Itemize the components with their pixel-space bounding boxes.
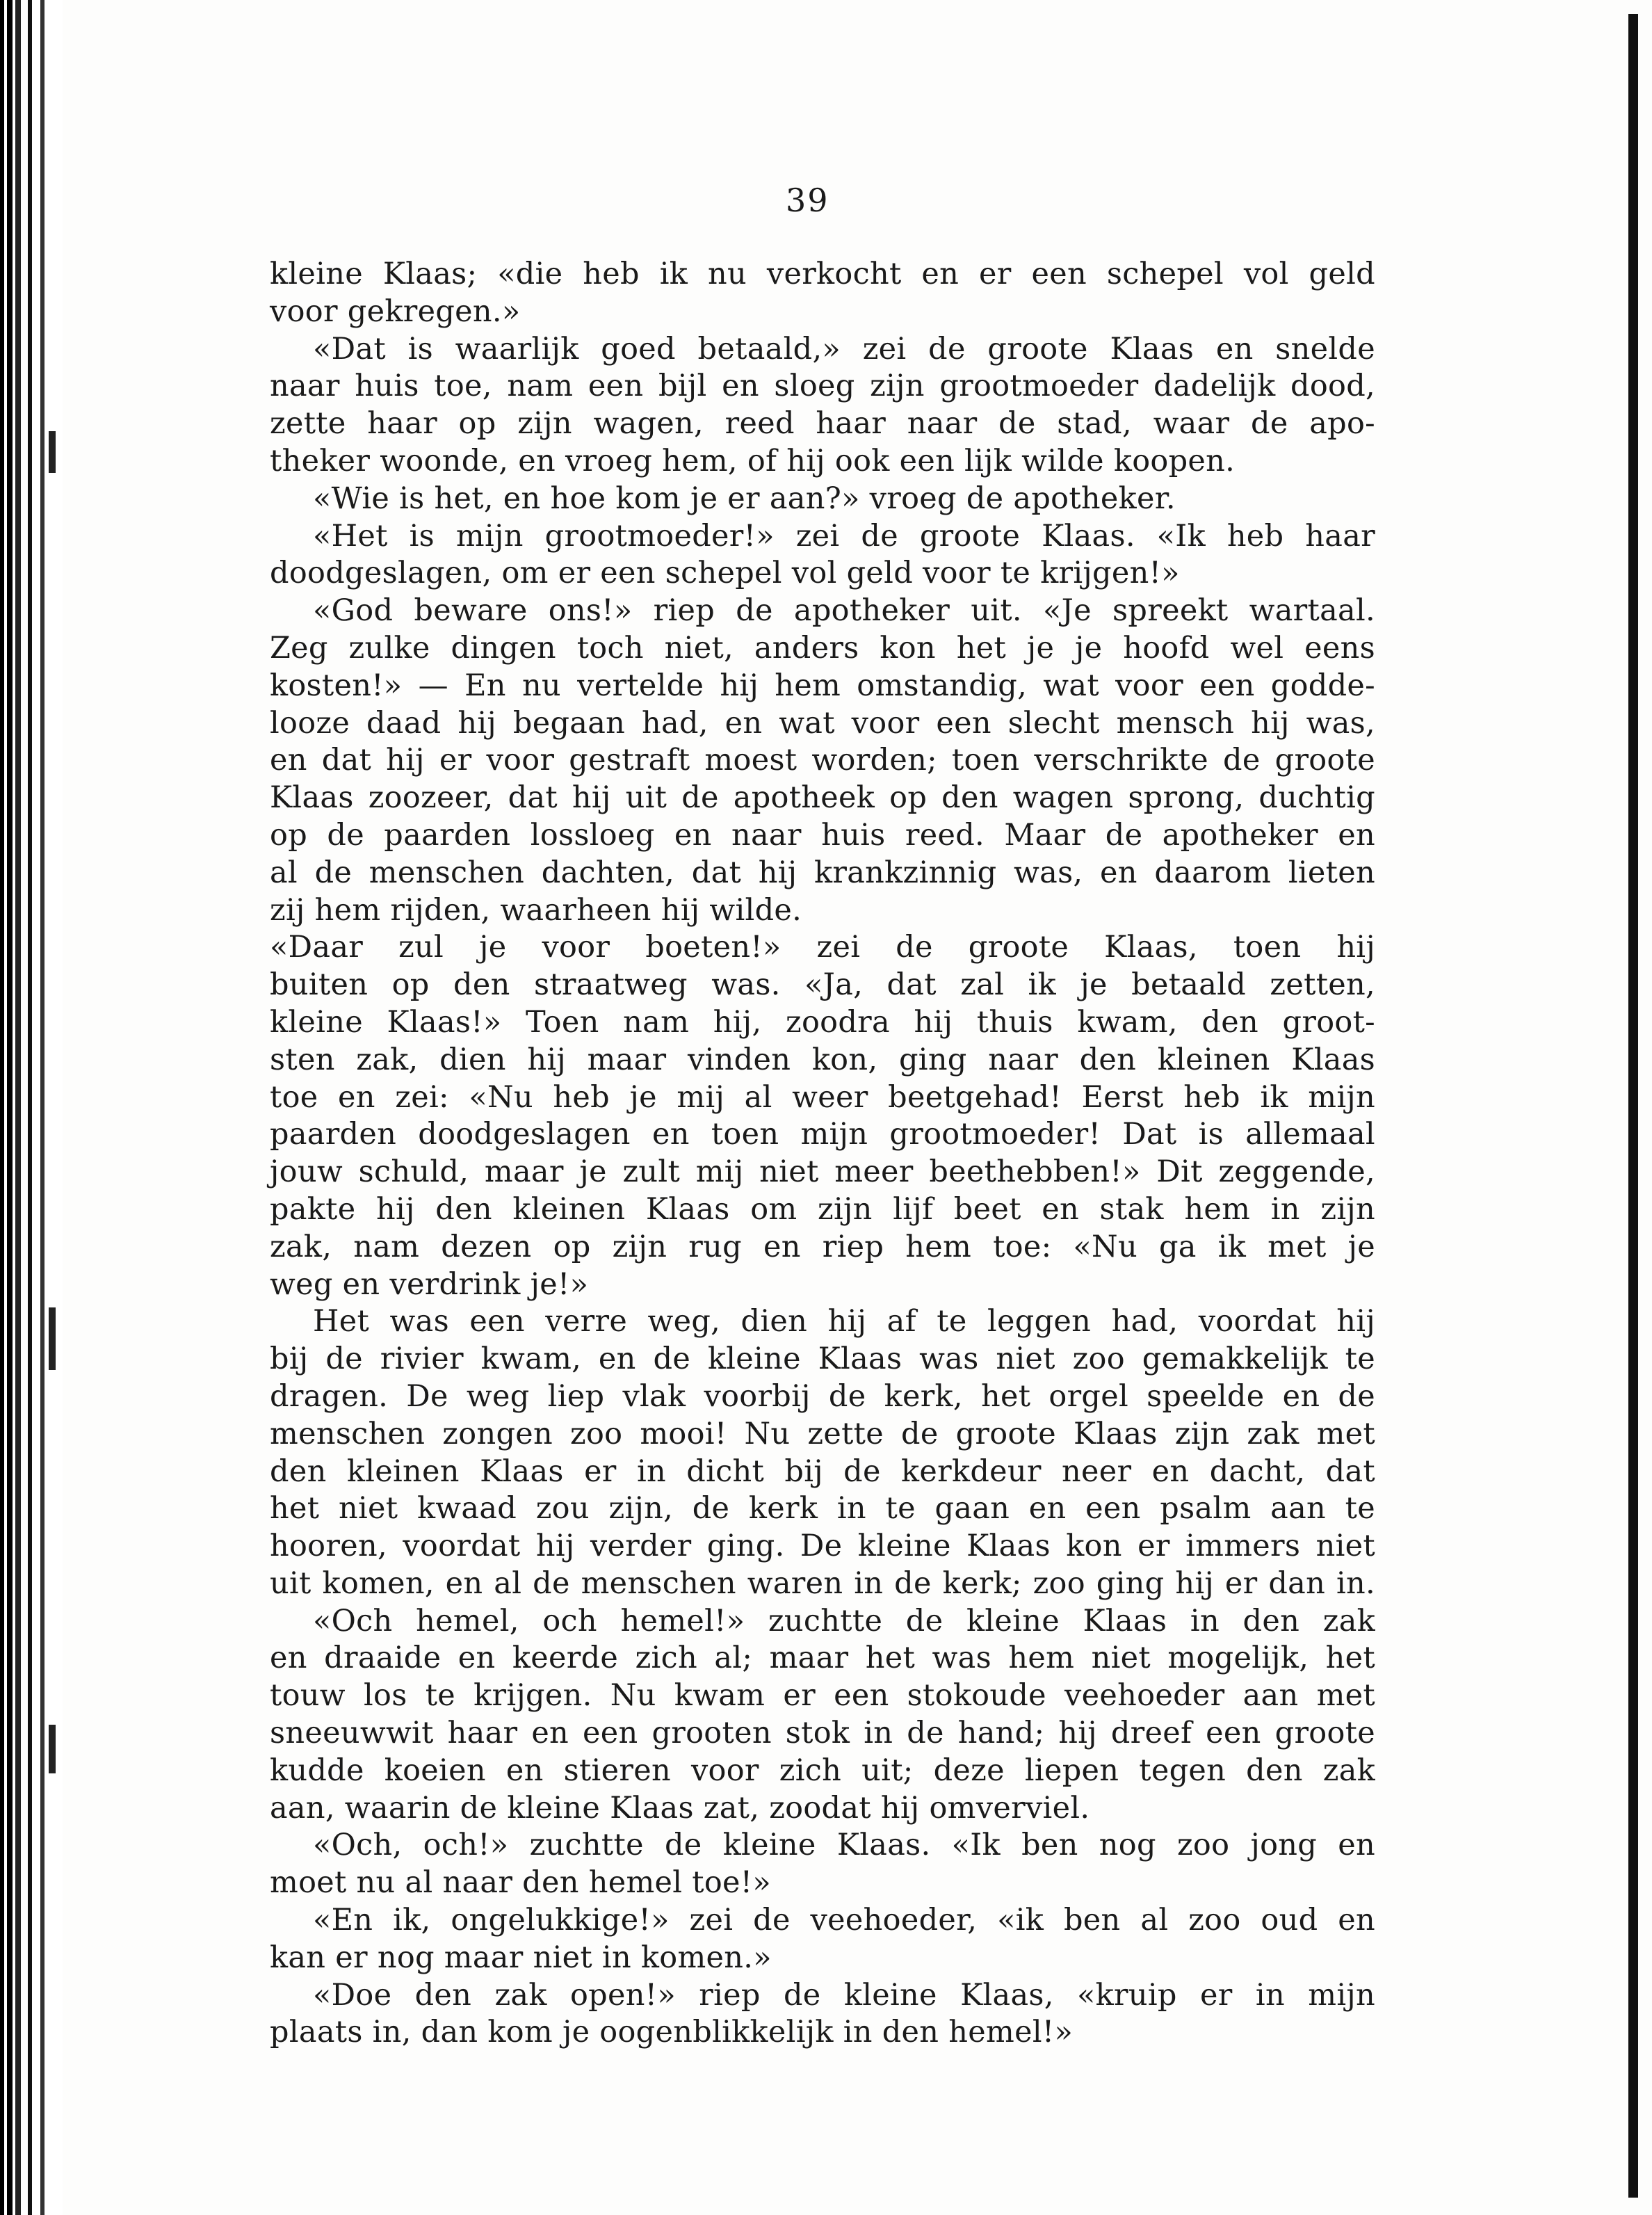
text-line: jouw schuld, maar je zult mij niet meer beethebben!» Dit zeggende, bbox=[270, 1154, 1375, 1190]
text-line: paarden doodgeslagen en toen mijn grootmoeder! Dat is allemaal bbox=[270, 1117, 1375, 1152]
text-line: kleine Klaas; «die heb ik nu verkocht en er een schepel vol geld bbox=[270, 257, 1375, 291]
text-line: «Daar zul je voor boeten!» zei de groote Klaas, toen hij bbox=[270, 930, 1375, 965]
text-line: sneeuwwit haar en een grooten stok in de hand; hij dreef een groote bbox=[270, 1716, 1375, 1751]
page-number: 39 bbox=[786, 182, 829, 219]
text-line: aan, waarin de kleine Klaas zat, zoodat hij omverviel. bbox=[270, 1790, 1090, 1826]
text-line: moet nu al naar den hemel toe!» bbox=[270, 1865, 771, 1901]
text-line: zij hem rijden, waarheen hij wilde. bbox=[270, 892, 802, 928]
text-line: naar huis toe, nam een bijl en sloeg zijn grootmoeder dadelijk dood, bbox=[270, 369, 1375, 404]
binding-mark bbox=[49, 1307, 56, 1370]
text-line: zette haar op zijn wagen, reed haar naar de stad, waar de apo- bbox=[270, 406, 1375, 442]
text-line: uit komen, en al de menschen waren in de kerk; zoo ging hij er dan in. bbox=[270, 1565, 1375, 1601]
text-line: «Och hemel, och hemel!» zuchtte de kleine Klaas in den zak bbox=[313, 1603, 1375, 1638]
text-line: het niet kwaad zou zijn, de kerk in te gaan en een psalm aan te bbox=[270, 1491, 1375, 1527]
text-line: «En ik, ongelukkige!» zei de veehoeder, «ik ben al zoo oud en bbox=[313, 1903, 1375, 1938]
text-line: en dat hij er voor gestraft moest worden; toen verschrikte de groote bbox=[270, 743, 1375, 778]
binding-mark bbox=[49, 431, 56, 473]
text-line: «Och, och!» zuchtte de kleine Klaas. «Ik ben nog zoo jong en bbox=[313, 1828, 1375, 1863]
text-line: «God beware ons!» riep de apotheker uit. «Je spreekt wartaal. bbox=[313, 593, 1375, 629]
text-line: Het was een verre weg, dien hij af te leggen had, voordat hij bbox=[313, 1304, 1375, 1339]
text-line: Zeg zulke dingen toch niet, anders kon het je je hoofd wel eens bbox=[270, 630, 1375, 666]
text-line: looze daad hij begaan had, en wat voor een slecht mensch hij was, bbox=[270, 705, 1375, 741]
text-line: theker woonde, en vroeg hem, of hij ook een lijk wilde koopen. bbox=[270, 443, 1236, 478]
text-line: «Wie is het, en hoe kom je er aan?» vroeg de apotheker. bbox=[313, 481, 1176, 516]
text-line: plaats in, dan kom je oogenblikkelijk in den hemel!» bbox=[270, 2015, 1074, 2050]
binding-edge-left bbox=[0, 0, 63, 2215]
text-line: doodgeslagen, om er een schepel vol geld voor te krijgen!» bbox=[270, 556, 1180, 591]
text-line: op de paarden lossloeg en naar huis reed. Maar de apotheker en bbox=[270, 817, 1375, 853]
text-line: touw los te krijgen. Nu kwam er een stokoude veehoeder aan met bbox=[270, 1678, 1375, 1714]
text-line: hooren, voordat hij verder ging. De kleine Klaas kon er immers niet bbox=[270, 1529, 1375, 1564]
body-text bbox=[270, 256, 1375, 2052]
text-line: Klaas zoozeer, dat hij uit de apotheek op den wagen sprong, duchtig bbox=[270, 780, 1375, 816]
text-line: den kleinen Klaas er in dicht bij de kerkdeur neer en dacht, dat bbox=[270, 1453, 1375, 1489]
text-line: «Het is mijn grootmoeder!» zei de groote Klaas. «Ik heb haar bbox=[313, 518, 1375, 554]
text-line: voor gekregen.» bbox=[270, 293, 521, 329]
text-line: zak, nam dezen op zijn rug en riep hem toe: «Nu ga ik met je bbox=[270, 1229, 1375, 1264]
text-line: sten zak, dien hij maar vinden kon, ging naar den kleinen Klaas bbox=[270, 1042, 1375, 1077]
text-line: kan er nog maar niet in komen.» bbox=[270, 1940, 772, 1975]
text-line: dragen. De weg liep vlak voorbij de kerk, het orgel speelde en de bbox=[270, 1378, 1375, 1414]
text-line: pakte hij den kleinen Klaas om zijn lijf beet en stak hem in zijn bbox=[270, 1191, 1375, 1227]
text-line: bij de rivier kwam, en de kleine Klaas was niet zoo gemakkelijk te bbox=[270, 1342, 1375, 1377]
text-line: kudde koeien en stieren voor zich uit; deze liepen tegen den zak bbox=[270, 1753, 1375, 1788]
text-line: al de menschen dachten, dat hij krankzinnig was, en daarom lieten bbox=[270, 855, 1375, 890]
binding-mark bbox=[49, 1725, 56, 1773]
binding-edge-right bbox=[1628, 14, 1638, 2198]
text-line: menschen zongen zoo mooi! Nu zette de groote Klaas zijn zak met bbox=[270, 1416, 1375, 1451]
text-line: weg en verdrink je!» bbox=[270, 1266, 589, 1302]
text-line: «Doe den zak open!» riep de kleine Klaas, «kruip er in mijn bbox=[313, 1977, 1375, 2013]
text-line: buiten op den straatweg was. «Ja, dat zal ik je betaald zetten, bbox=[270, 967, 1375, 1003]
text-line: en draaide en keerde zich al; maar het was hem niet mogelijk, het bbox=[270, 1641, 1375, 1676]
text-line: kosten!» — En nu vertelde hij hem omstandig, wat voor een godde- bbox=[270, 668, 1375, 703]
text-line: toe en zei: «Nu heb je mij al weer beetgehad! Eerst heb ik mijn bbox=[270, 1079, 1375, 1115]
text-line: kleine Klaas!» Toen nam hij, zoodra hij thuis kwam, den groot- bbox=[270, 1004, 1375, 1040]
text-line: «Dat is waarlijk goed betaald,» zei de groote Klaas en snelde bbox=[313, 331, 1375, 367]
